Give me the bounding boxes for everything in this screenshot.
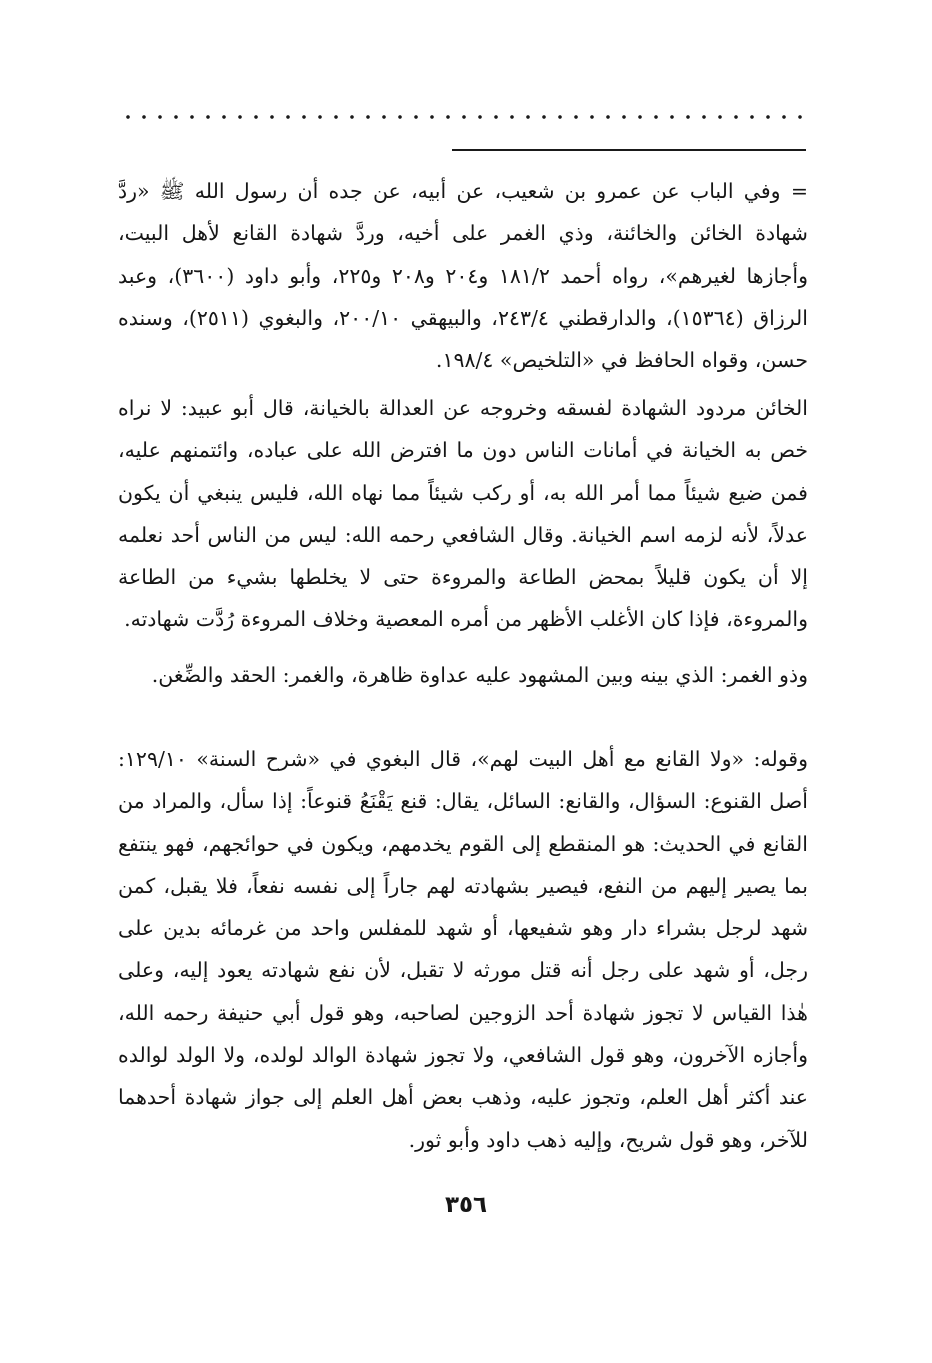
paragraph-text: الخائن مردود الشهادة لفسقه وخروجه عن العدالة بالخيانة، قال أبو عبيد: لا نراه خص به الخيانة في أمانات الناس دون ما افترض الله على عباده، وائتمنهم عليه، فمن ضيع شيئاً مما أمر الله به، أو ركب شيئاً مما نهاه الله، فليس ينبغي أن يكون عدلاً، لأنه لزمه اسم الخيانة. وقال الشافعي رحمه الله: ليس من الناس أحد نعلمه إلا أن يكون قليلاً بمحض الطاعة والمروءة حتى لا يخلطها بشيء من الطاعة والمروءة، فإذا كان الأغلب الأظهر من أمره المعصية وخلاف المروءة رُدَّت شهادته.	[118, 396, 808, 632]
body-paragraph	[118, 738, 808, 1161]
footnote-rule	[452, 149, 806, 151]
dotted-separator	[118, 112, 808, 122]
paragraph-text: = وفي الباب عن عمرو بن شعيب، عن أبيه، عن جده أن رسول الله ﷺ «ردَّ شهادة الخائن والخائنة، وذي الغمر على أخيه، وردَّ شهادة القانع لأهل البيت، وأجازها لغيرهم»، رواه أحمد ١٨١/٢ و٢٠٤ و٢٠٨ و٢٢٥، وأبو داود (٣٦٠٠)، وعبد الرزاق (١٥٣٦٤)، والدارقطني ٢٤٣/٤، والبيهقي ٢٠٠/١٠، والبغوي (٢٥١١)، وسنده حسن، وقواه الحافظ في «التلخيص» ١٩٨/٤.	[118, 179, 809, 373]
paragraph-text: وذو الغمر: الذي بينه وبين المشهود عليه عداوة ظاهرة، والغمر: الحقد والضِّغن.	[151, 663, 808, 687]
footnote-paragraph	[118, 170, 808, 381]
page-number: ٣٥٦	[444, 1192, 488, 1218]
paragraph-text: وقوله: «ولا القانع مع أهل البيت لهم»، قال البغوي في «شرح السنة» ١٢٩/١٠: أصل القنوع: السؤال، والقانع: السائل، يقال: قنع يَقْنَعُ قنوعاً: إذا سأل، والمراد من القانع في الحديث: هو المنقطع إلى القوم يخدمهم، ويكون في حوائجهم، فهو ينتفع بما يصير إليهم من النفع، فيصير بشهادته لهم جاراً إلى نفسه نفعاً، فلا يقبل، كمن شهد لرجل بشراء دار وهو شفيعها، أو شهد للمفلس واحد من غرمائه بدين على رجل، أو شهد على رجل أنه قتل مورثه لا تقبل، لأن نفع شهادته يعود إليه، وعلى هٰذا القياس لا تجوز شهادة أحد الزوجين لصاحبه، وهو قول أبي حنيفة رحمه الله، وأجازه الآخرون، وهو قول الشافعي، ولا تجوز شهادة الوالد لولده، ولا الولد لوالده عند أكثر أهل العلم، وتجوز عليه، وذهب بعض أهل العلم إلى جواز شهادة أحدهما للآخر، وهو قول شريح، وإليه ذهب داود وأبو ثور.	[118, 747, 808, 1152]
body-paragraph	[118, 387, 808, 641]
body-paragraph	[118, 654, 808, 696]
